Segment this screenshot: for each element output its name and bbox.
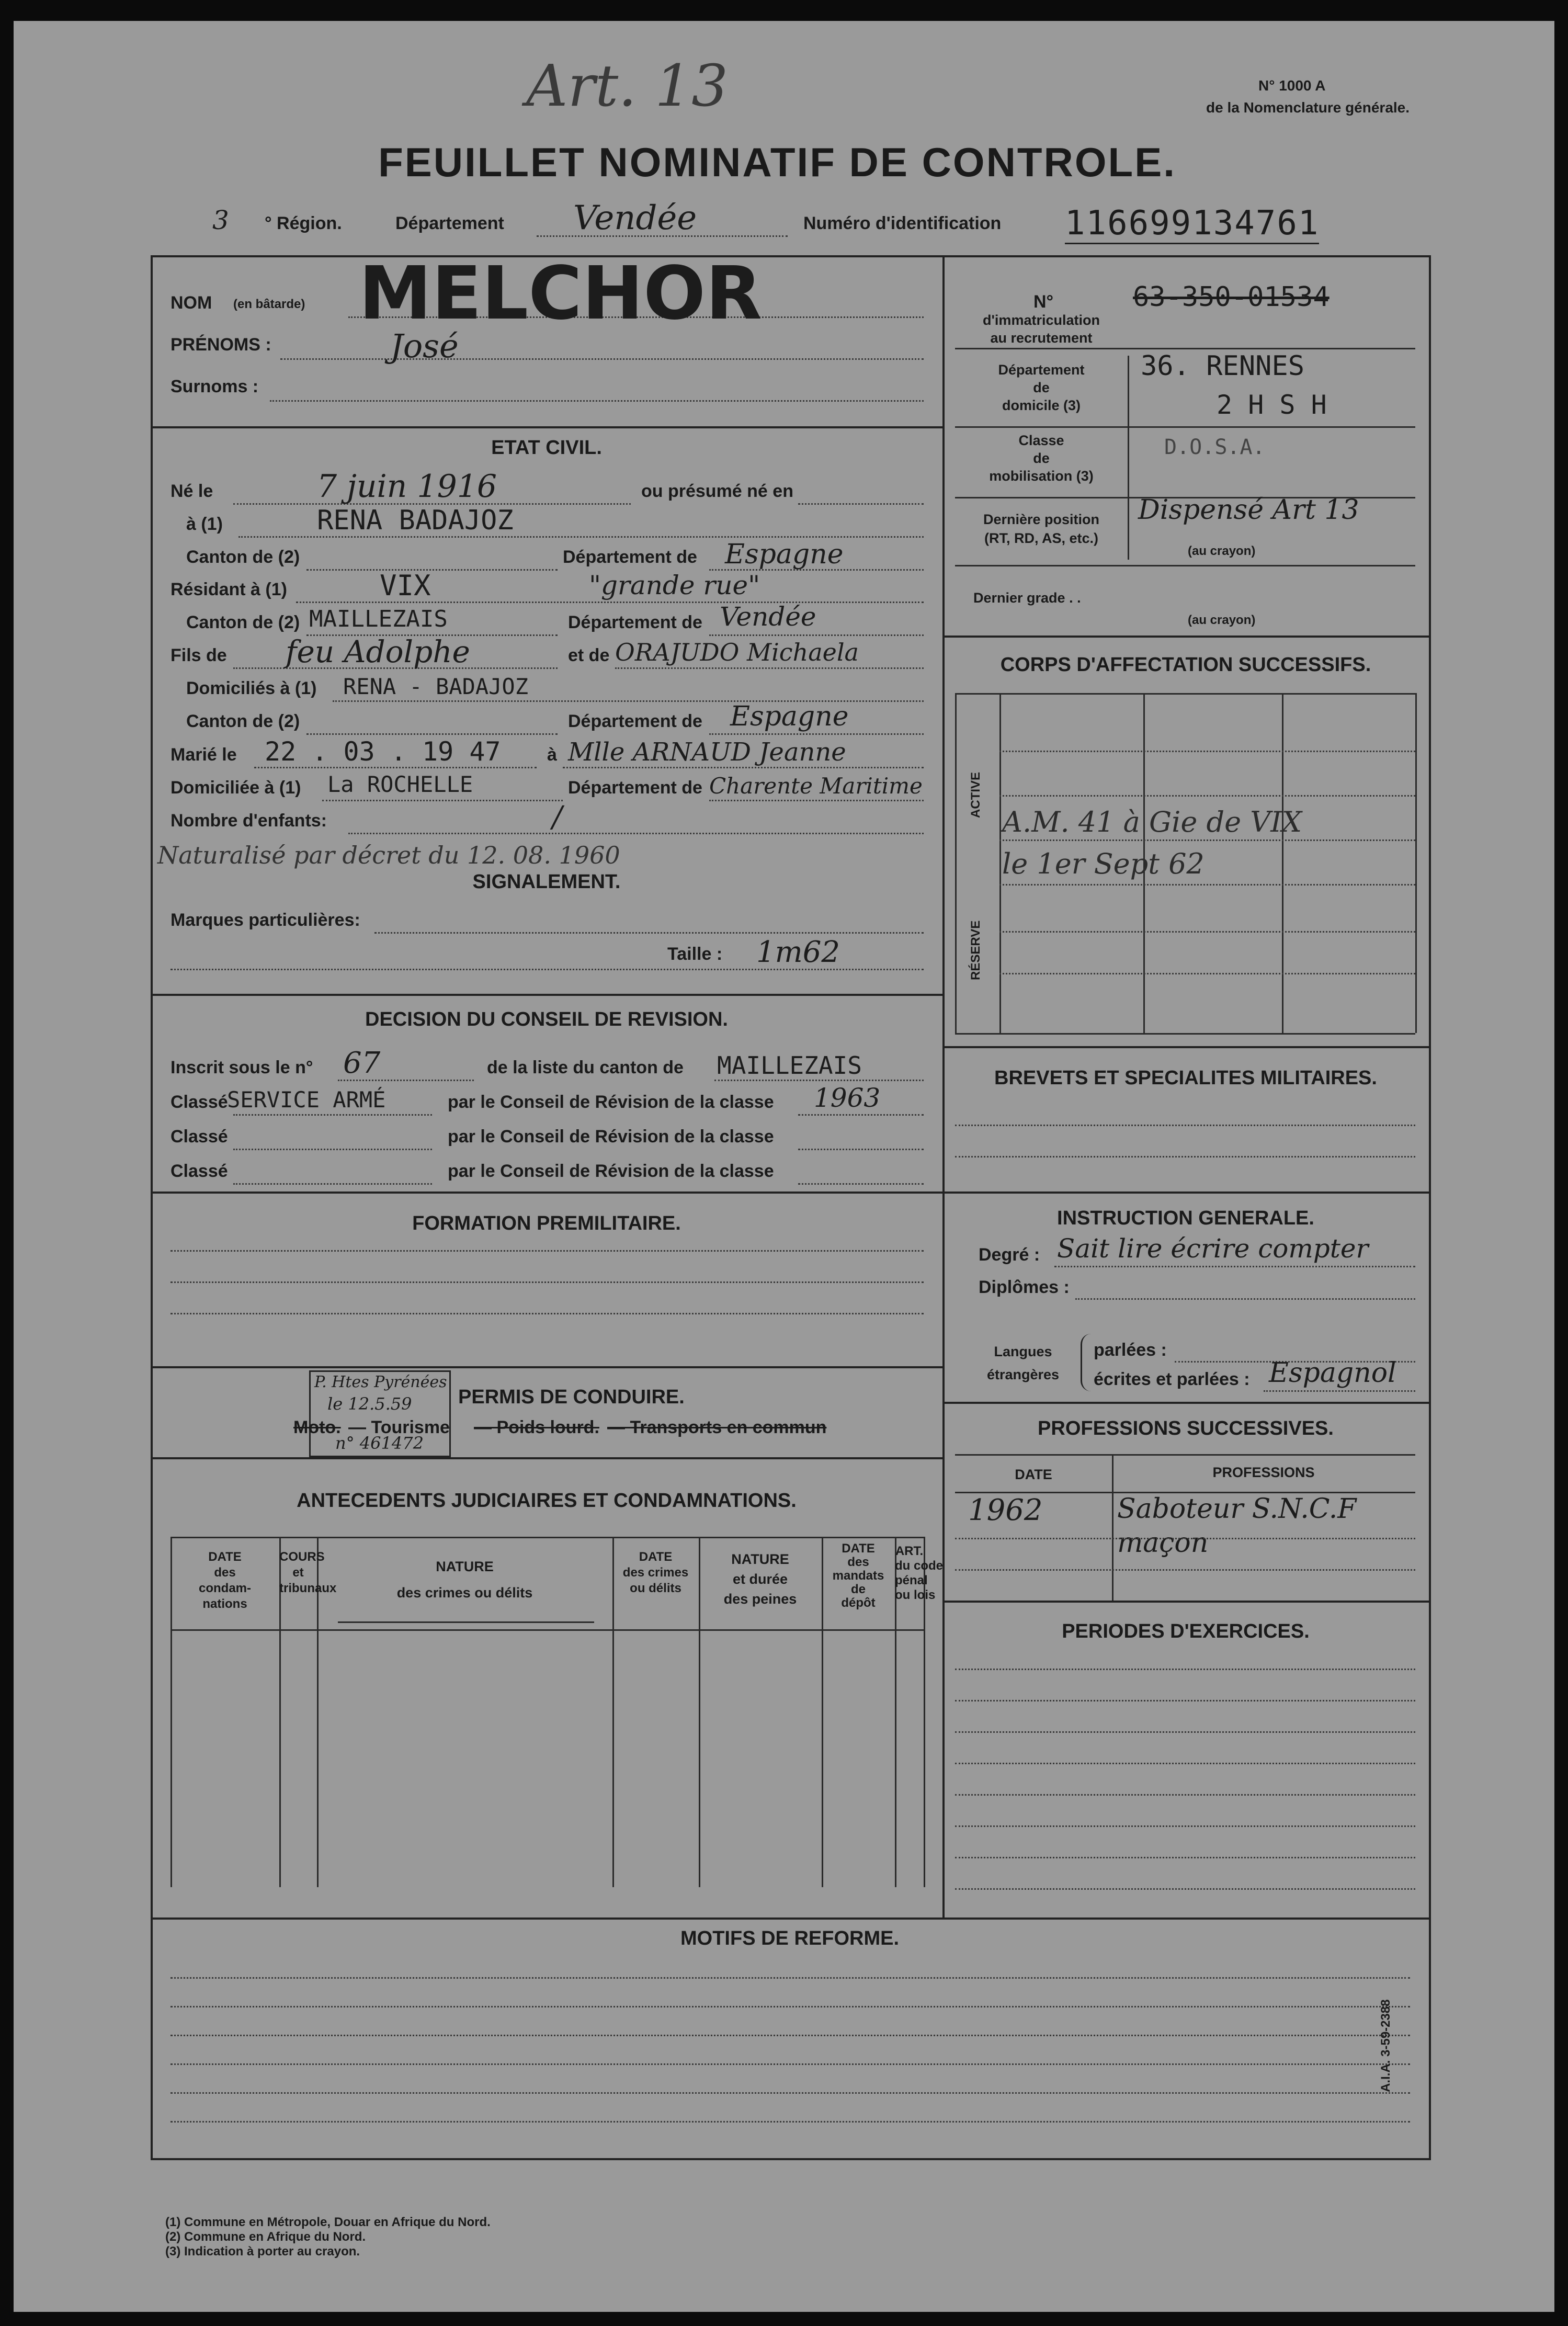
dept-domicile-value1: 36. RENNES <box>1141 350 1305 382</box>
presume-label: ou présumé né en <box>641 481 793 501</box>
a-value: RENA BADAJOZ <box>317 505 514 536</box>
prof-value2: maçon <box>1117 1527 1209 1559</box>
a-label: à (1) <box>186 514 223 534</box>
footer-notes: (1) Commune en Métropole, Douar en Afrique du Nord. (2) Commune en Afrique du Nord. (3) Indication à porter au crayon. <box>165 2215 491 2259</box>
instruction-heading: INSTRUCTION GENERALE. <box>1057 1207 1314 1229</box>
prof-date: 1962 <box>968 1493 1043 1527</box>
form-sheet <box>14 21 1554 2312</box>
periodes-heading: PERIODES D'EXERCICES. <box>1062 1620 1310 1642</box>
nom-sub: (en bâtarde) <box>233 297 305 311</box>
numero-value: 116699134761 <box>1065 204 1319 244</box>
prenoms-value: José <box>390 327 459 365</box>
canton2-value: MAILLEZAIS <box>309 606 448 632</box>
active-label: ACTIVE <box>969 771 983 818</box>
par-label-3: par le Conseil de Révision de la classe <box>448 1161 774 1181</box>
diplomes-label: Diplômes : <box>979 1277 1070 1297</box>
marques-label: Marques particulières: <box>171 910 360 930</box>
ant-col-cours: COURS et tribunaux <box>279 1550 337 1595</box>
classe-mob-label: Classe de mobilisation (3) <box>989 433 1094 484</box>
enfants-value: / <box>552 800 562 834</box>
naturalise-note: Naturalisé par décret du 12. 08. 1960 <box>157 841 620 869</box>
ant-col-nature-crimes: NATURE des crimes ou délits <box>396 1559 533 1601</box>
permis-heading: PERMIS DE CONDUIRE. <box>458 1386 685 1408</box>
surnoms-label: Surnoms : <box>171 377 259 396</box>
dept3-value: Espagne <box>730 701 849 732</box>
dept1-label: Département de <box>563 547 697 567</box>
stamp-line3: n° 461472 <box>335 1433 424 1453</box>
corps-line1: A.M. 41 à Gie de VIX <box>1002 805 1302 838</box>
degre-value: Sait lire écrire compter <box>1057 1233 1369 1264</box>
et-de-value: ORAJUDO Michaela <box>615 638 859 666</box>
a-mlle-value: Mlle ARNAUD Jeanne <box>568 737 846 767</box>
immat-value: 63-350-01534 <box>1133 281 1330 313</box>
dept4-value: Charente Maritime <box>709 773 923 799</box>
immat-no: N° <box>1033 292 1054 312</box>
fils-label: Fils de <box>171 645 227 665</box>
corps-line2: le 1er Sept 62 <box>1002 847 1205 880</box>
domiciliee-label: Domiciliée à (1) <box>171 778 301 798</box>
prenoms-label: PRÉNOMS : <box>171 335 271 355</box>
numero-label: Numéro d'identification <box>803 213 1002 233</box>
derniere-position-label: Dernière position (RT, RD, AS, etc.) <box>983 512 1100 546</box>
enfants-label: Nombre d'enfants: <box>171 811 327 831</box>
dept2-value: Vendée <box>720 602 816 632</box>
au-crayon-2: (au crayon) <box>1188 613 1256 627</box>
ecrites-value: Espagnol <box>1269 1357 1396 1389</box>
liste-label: de la liste du canton de <box>487 1058 684 1077</box>
canton3-label: Canton de (2) <box>186 711 300 731</box>
prof-professions-col: PROFESSIONS <box>1212 1465 1315 1480</box>
ant-col-date-crimes: DATE des crimes ou délits <box>622 1550 689 1595</box>
classe2-label: Classé <box>171 1127 228 1147</box>
dept-domicile-label: Département de domicile (3) <box>998 362 1085 413</box>
classe3-label: Classé <box>171 1161 228 1181</box>
form-title: FEUILLET NOMINATIF DE CONTROLE. <box>378 139 1176 185</box>
nom-value: MELCHOR <box>359 251 762 336</box>
ant-col-date-condamnations: DATE des condam- nations <box>198 1550 251 1611</box>
au-crayon-1: (au crayon) <box>1188 544 1256 558</box>
form-number: N° 1000 A <box>1258 77 1326 94</box>
resident-extra: "grande rue" <box>589 570 760 600</box>
immat-label: d'immatriculation au recrutement <box>983 312 1100 346</box>
professions-heading: PROFESSIONS SUCCESSIVES. <box>1038 1417 1334 1439</box>
classe-mob-value: D.O.S.A. <box>1164 435 1265 459</box>
ne-le-label: Né le <box>171 481 213 501</box>
derniere-position-value: Dispensé Art 13 <box>1138 494 1359 526</box>
antecedents-heading: ANTECEDENTS JUDICIAIRES ET CONDAMNATIONS. <box>297 1490 797 1512</box>
par-label-2: par le Conseil de Révision de la classe <box>448 1127 774 1147</box>
dept-domicile-value2: 2 H S H <box>1217 390 1327 420</box>
region-label: ° Région. <box>265 213 342 233</box>
ecrites-label: écrites et parlées : <box>1094 1369 1250 1389</box>
ant-col-art: ART. du code pénal ou lois <box>895 1544 944 1602</box>
revision-heading: DECISION DU CONSEIL DE REVISION. <box>365 1008 728 1030</box>
dernier-grade-label: Dernier grade . . <box>973 590 1081 606</box>
canton1-label: Canton de (2) <box>186 547 300 567</box>
langues-label: Langues étrangères <box>986 1344 1060 1382</box>
inscrit-value: 67 <box>343 1046 381 1080</box>
domiciliee-value: La ROCHELLE <box>327 771 473 797</box>
brevets-heading: BREVETS ET SPECIALITES MILITAIRES. <box>994 1067 1377 1089</box>
marie-label: Marié le <box>171 745 237 765</box>
departement-label: Département <box>395 213 504 233</box>
permis-moto: Moto. <box>293 1417 341 1437</box>
prof-value1: Saboteur S.N.C.F <box>1117 1493 1357 1525</box>
a-mlle-label: à <box>547 745 557 765</box>
domicilies-label: Domiciliés à (1) <box>186 678 317 698</box>
permis-poids: — Poids lourd. <box>474 1417 599 1437</box>
degre-label: Degré : <box>979 1245 1040 1265</box>
dept3-label: Département de <box>568 711 702 731</box>
prof-date-col: DATE <box>1015 1467 1052 1482</box>
canton2-label: Canton de (2) <box>186 612 300 632</box>
region-value: 3 <box>212 205 229 235</box>
marie-value: 22 . 03 . 19 47 <box>265 736 501 767</box>
departement-value: Vendée <box>573 199 697 237</box>
permis-transports: — Transports en commun <box>607 1417 827 1437</box>
taille-value: 1m62 <box>756 935 840 969</box>
stamp-line1: P. Htes Pyrénées <box>314 1373 447 1391</box>
dept4-label: Département de <box>568 778 702 798</box>
classe1-value: SERVICE ARMÉ <box>227 1087 386 1113</box>
art-note: Art. 13 <box>526 52 729 119</box>
reserve-label: RÉSERVE <box>969 920 983 980</box>
taille-label: Taille : <box>667 944 723 964</box>
ne-le-value: 7 juin 1916 <box>317 468 497 505</box>
par-label-1: par le Conseil de Révision de la classe <box>448 1092 774 1112</box>
domicilies-value: RENA - BADAJOZ <box>343 674 529 699</box>
et-de-label: et de <box>568 645 610 665</box>
stamp-line2: le 12.5.59 <box>327 1394 412 1414</box>
liste-value: MAILLEZAIS <box>717 1051 862 1080</box>
corps-heading: CORPS D'AFFECTATION SUCCESSIFS. <box>1000 654 1371 676</box>
classe1-label: Classé <box>171 1092 228 1112</box>
printer-mark: A.I.A. 3-59-2388 <box>1379 1999 1393 2092</box>
formation-heading: FORMATION PREMILITAIRE. <box>412 1212 681 1234</box>
dept2-label: Département de <box>568 612 702 632</box>
parlees-label: parlées : <box>1094 1340 1167 1360</box>
etat-civil-heading: ETAT CIVIL. <box>491 437 602 459</box>
classe1-year: 1963 <box>814 1083 881 1113</box>
nom-label: NOM <box>171 293 212 313</box>
reforme-heading: MOTIFS DE REFORME. <box>680 1927 899 1949</box>
ant-col-date-mandats: DATE des mandats de dépôt <box>832 1541 884 1610</box>
dept1-value: Espagne <box>725 539 844 570</box>
nomenclature: de la Nomenclature générale. <box>1206 99 1410 116</box>
resident-label: Résidant à (1) <box>171 580 287 599</box>
inscrit-label: Inscrit sous le n° <box>171 1058 313 1077</box>
ant-col-nature-peines: NATURE et durée des peines <box>723 1551 797 1607</box>
fils-value: feu Adolphe <box>286 634 470 670</box>
resident-value: VIX <box>380 569 431 602</box>
signalement-heading: SIGNALEMENT. <box>472 871 621 893</box>
permis-tourisme: — Tourisme <box>348 1417 450 1437</box>
